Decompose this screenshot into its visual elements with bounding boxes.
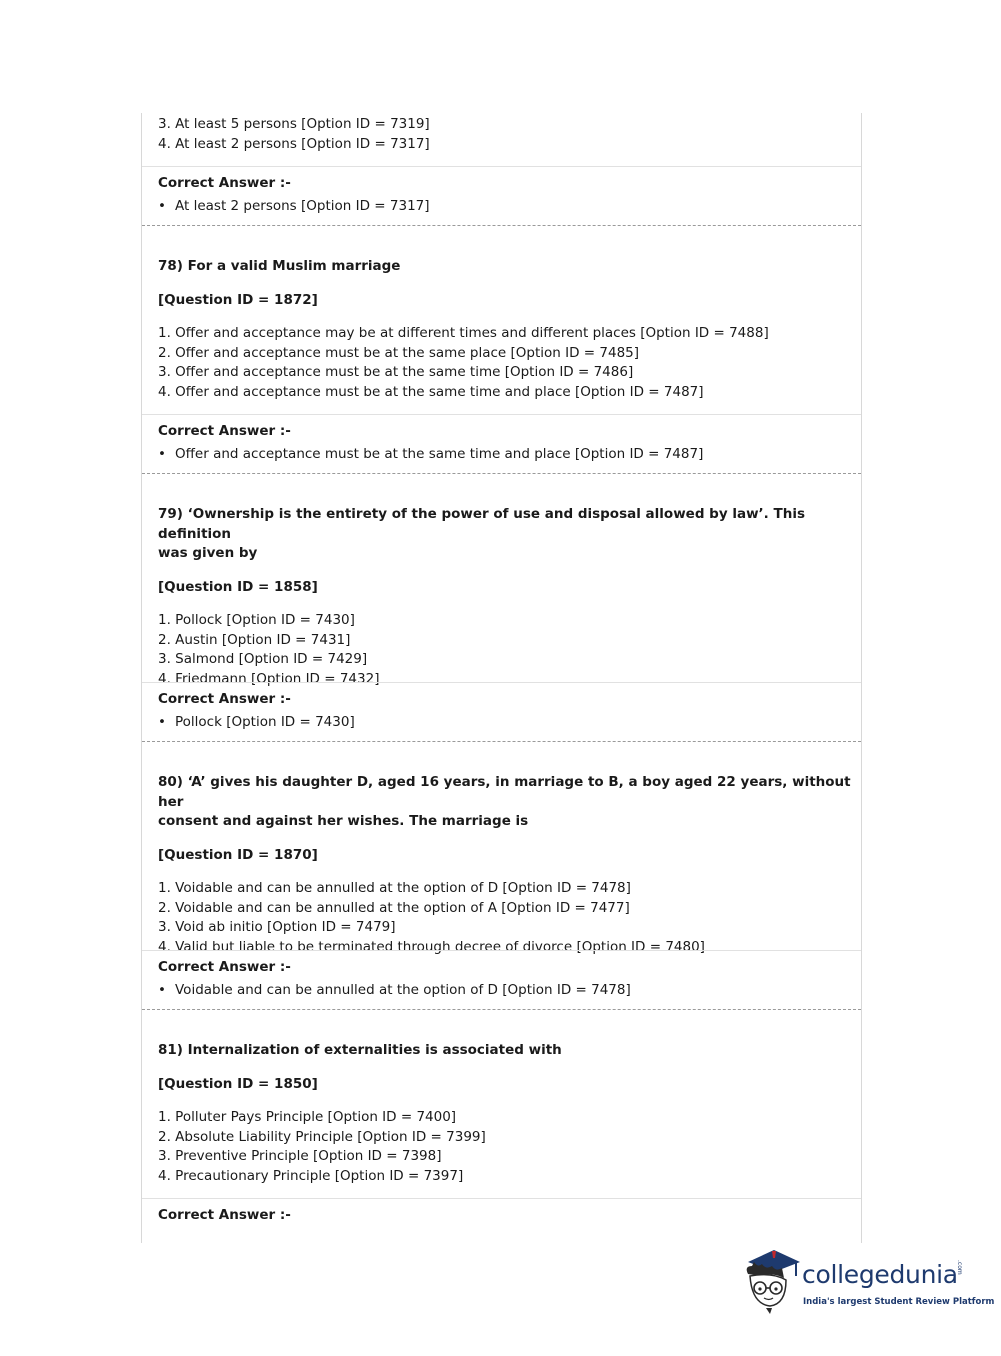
option-line: 2. Voidable and can be annulled at the option of A [Option ID = 7477] [158,899,630,916]
correct-answer: • At least 2 persons [Option ID = 7317] [142,197,861,217]
option-line: 3. At least 5 persons [Option ID = 7319] [158,116,430,132]
divider [142,682,861,683]
correct-answer-label: Correct Answer :- [158,959,291,975]
question-78 [142,257,861,402]
question-80 [142,773,861,957]
divider [142,414,861,415]
brand-name: collegedunia [802,1260,958,1289]
correct-answer-label: Correct Answer :- [158,175,291,191]
option-line: 2. Absolute Liability Principle [Option ID = 7399] [158,1128,486,1145]
divider [142,950,861,951]
option-line: 4. Friedmann [Option ID = 7432] [158,670,380,687]
option-line: 4. Precautionary Principle [Option ID = 7397] [158,1167,464,1184]
option-line: 1. Pollock [Option ID = 7430] [158,612,355,628]
option-line: 1. Offer and acceptance may be at different times and different places [Option ID = 7488] [158,325,769,341]
correct-answer: • Pollock [Option ID = 7430] [142,713,861,733]
question-separator [142,473,861,474]
option-line: 4. Valid but liable to be terminated through decree of divorce [Option ID = 7480] [158,938,705,955]
question-separator [142,1009,861,1010]
question-79 [142,505,861,689]
question-title: 80) ‘A’ gives his daughter D, aged 16 years, in marriage to B, a boy aged 22 years, without her [158,774,851,810]
question-id: [Question ID = 1872] [158,291,318,308]
option-line: 2. Austin [Option ID = 7431] [158,631,351,648]
correct-answer-label: Correct Answer :- [158,1207,291,1223]
correct-answer: • Voidable and can be annulled at the option of D [Option ID = 7478] [142,981,861,1001]
question-paper-page [141,113,862,1243]
option-line: 2. Offer and acceptance must be at the same place [Option ID = 7485] [158,344,640,361]
question-id: [Question ID = 1870] [158,846,318,863]
question-id: [Question ID = 1858] [158,578,318,595]
question-id: [Question ID = 1850] [158,1075,318,1092]
question-title-cont: was given by [158,545,258,561]
question-title: 78) For a valid Muslim marriage [158,258,401,274]
question-81 [142,1041,861,1186]
option-line: 4. Offer and acceptance must be at the same time and place [Option ID = 7487] [158,383,704,400]
option-line: 1. Voidable and can be annulled at the option of D [Option ID = 7478] [158,880,631,896]
brand-dotcom: .com [956,1260,963,1275]
option-line: 3. Void ab initio [Option ID = 7479] [158,919,396,935]
option-line: 4. At least 2 persons [Option ID = 7317] [158,135,430,152]
option-line: 3. Preventive Principle [Option ID = 7398] [158,1148,442,1164]
mascot-icon [742,1248,802,1318]
divider [142,1198,861,1199]
correct-answer-label: Correct Answer :- [158,423,291,439]
question-separator [142,225,861,226]
option-line: 3. Offer and acceptance must be at the same time [Option ID = 7486] [158,364,634,380]
collegedunia-logo[interactable] [742,1248,995,1318]
correct-answer-label: Correct Answer :- [158,691,291,707]
question-title-cont: consent and against her wishes. The marriage is [158,813,529,829]
option-line: 1. Polluter Pays Principle [Option ID = 7400] [158,1109,457,1125]
divider [142,166,861,167]
correct-answer: • Offer and acceptance must be at the same time and place [Option ID = 7487] [142,445,861,465]
question-title: 79) ‘Ownership is the entirety of the power of use and disposal allowed by law’. This definition [158,506,805,542]
brand-tagline: India's largest Student Review Platform [803,1297,995,1307]
question-separator [142,741,861,742]
question-title: 81) Internalization of externalities is associated with [158,1042,562,1058]
option-line: 3. Salmond [Option ID = 7429] [158,651,368,667]
